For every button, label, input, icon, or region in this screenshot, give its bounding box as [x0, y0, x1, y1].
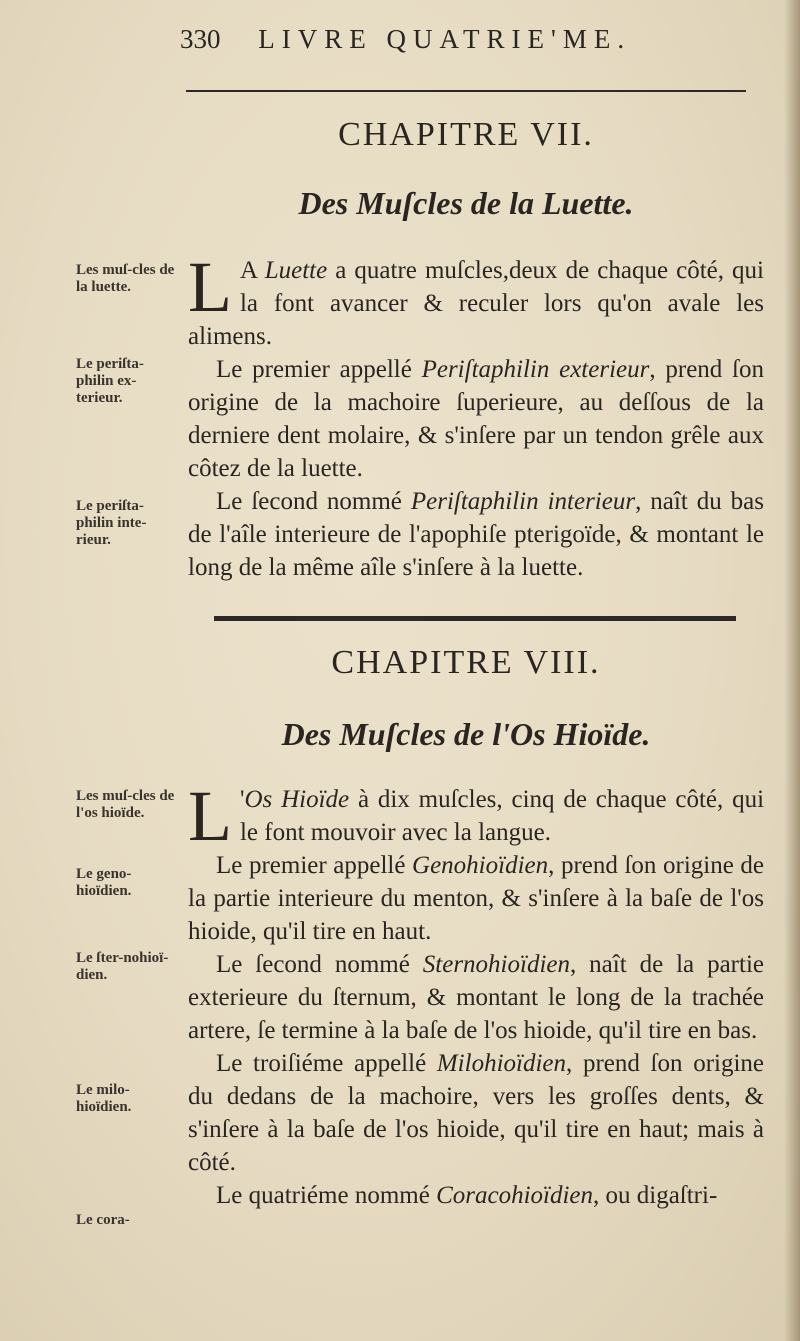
margin-note-peristaphilin-int: Le periſta-philin inte-rieur.	[76, 498, 147, 548]
margin-note-genohioidien: Le geno-hioïdien.	[76, 866, 132, 899]
paragraph: L A Luette a quatre muſcles,deux de chaque côté, qui la font avancer & reculer lors qu'on avale les alimens.	[188, 247, 764, 350]
margin-note-sternohioidien: Le ſter-nohioï-dien.	[76, 950, 169, 983]
paragraph: Le premier appellé Genohioïdien, prend ſon origine de la partie interieure du menton, & s'inſere à la baſe de l'os hioide, qu'il tire en haut.	[188, 852, 764, 945]
margin-note-os-hioide: Les muſ-cles de l'os hioïde.	[76, 788, 175, 821]
header-rule	[186, 90, 746, 92]
paragraph: L 'Os Hioïde à dix muſcles, cinq de chaque côté, qui le font mouvoir avec la langue.	[188, 776, 765, 856]
margin-note-luette: Les muſ-cles de la luette.	[76, 262, 175, 295]
chapter-divider-rule	[214, 616, 736, 621]
chapter-7-body	[188, 247, 764, 584]
margin-note-milohioidien: Le milo-hioïdien.	[76, 1082, 132, 1115]
chapter-7-title: CHAPITRE VII.	[338, 116, 594, 153]
page-number: 330	[180, 24, 221, 54]
chapter-8-body	[188, 776, 765, 1212]
running-title: LIVRE QUATRIE'ME.	[258, 24, 632, 54]
drop-cap: L	[188, 247, 232, 327]
paragraph: Le quatriéme nommé Coracohioïdien, ou digaſtri-	[216, 1182, 718, 1209]
page-edge-shadow	[784, 0, 800, 1341]
paragraph: Le premier appellé Periſtaphilin exterieur, prend ſon origine de la machoire ſuperieure, au deſſous de la derniere dent molaire, & s'inſere par un tendon grêle aux côtez de la luette.	[188, 356, 764, 482]
paragraph: Le ſecond nommé Periſtaphilin interieur, naît du bas de l'aîle interieure de l'apophiſe pterigoïde, & montant le long de la même aîle s'inſere à la luette.	[188, 488, 764, 581]
margin-note-coracohioidien: Le cora-	[76, 1212, 130, 1228]
drop-cap: L	[188, 776, 232, 856]
paragraph: Le troiſiéme appellé Milohioïdien, prend ſon origine du dedans de la machoire, vers les groſſes dents, & s'inſere à la baſe de l'os hioide, qu'il tire en haut; mais à côté.	[188, 1050, 765, 1176]
paragraph: Le ſecond nommé Sternohioïdien, naît de la partie exterieure du ſternum, & montant le long de la trachée artere, ſe termine à la baſe de l'os hioide, qu'il tire en bas.	[188, 951, 764, 1044]
chapter-8-title: CHAPITRE VIII.	[331, 644, 601, 681]
chapter-8-subtitle: Des Muſcles de l'Os Hioïde.	[281, 716, 651, 752]
running-head	[180, 24, 780, 55]
chapter-7-subtitle: Des Muſcles de la Luette.	[298, 185, 634, 221]
margin-note-peristaphilin-ext: Le periſta-philin ex-terieur.	[76, 356, 144, 406]
